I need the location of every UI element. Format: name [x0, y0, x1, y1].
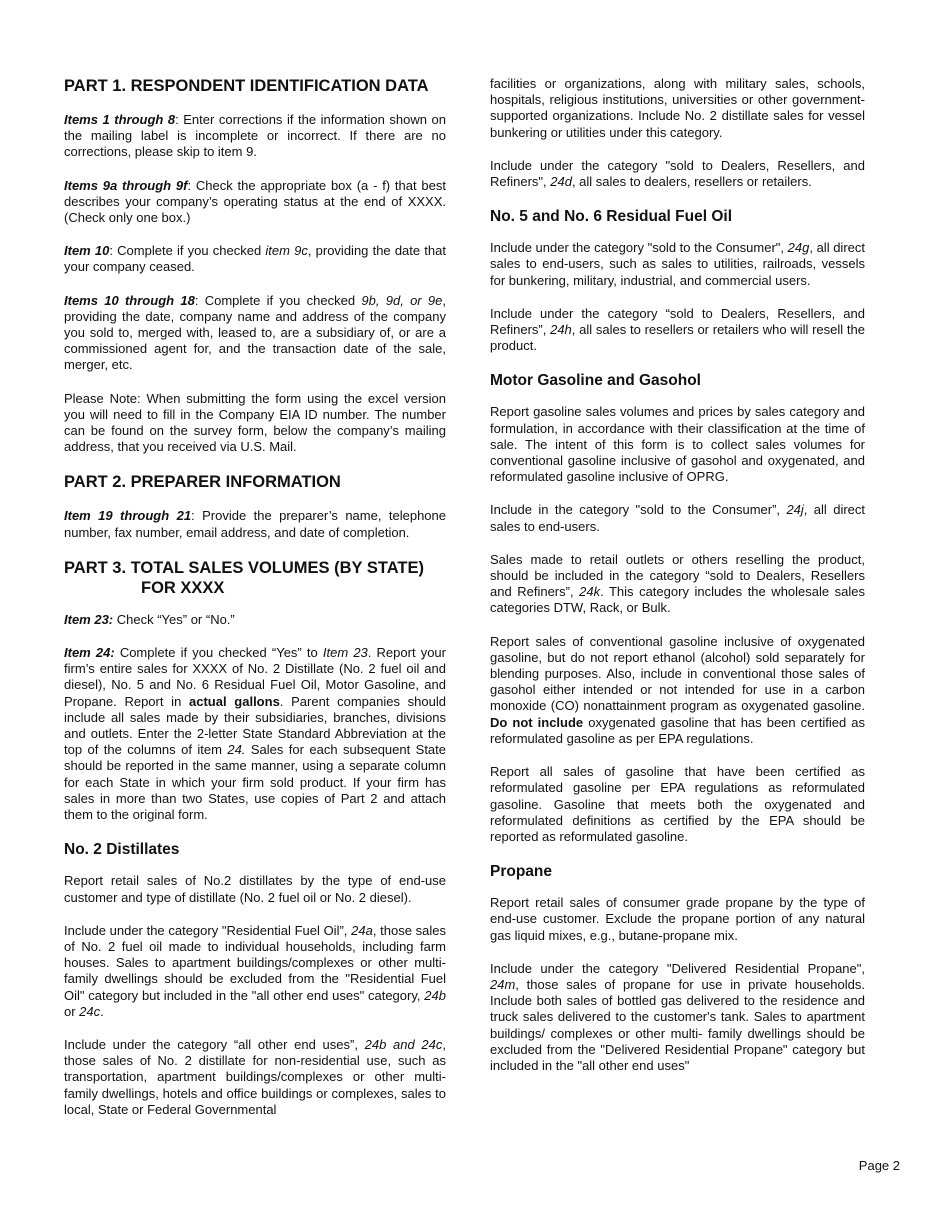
paragraph: Report sales of conventional gasoline inclusive of oxygenated gasoline, but do not report ethanol (alcohol) sold separately for blending purposes. Also, include in conventional those sales of gasohol either intended or not intended for use in a carbon monoxide (CO) nonattainment program as oxygenated gasoline. Do not include oxygenated gasoline that has been certified as reformulated gasoline as per EPA regulations.: [490, 633, 865, 746]
paragraph: Include under the category “sold to Dealers, Resellers, and Refiners”, 24h, all sales to resellers or retailers who will resell the product.: [490, 305, 865, 354]
gasoline-title: Motor Gasoline and Gasohol: [490, 372, 701, 390]
paragraph: Items 1 through 8: Enter corrections if the information shown on the mailing label is incomplete or incorrect. If there are no corrections, please skip to item 9.: [64, 112, 446, 160]
left-column: [64, 74, 446, 1135]
paragraph: Include under the category "Delivered Residential Propane", 24m, those sales of propane for use in private households. Include both sales of bottled gas delivered to the residence and truck sales delivered to the customer's tank. Sales to apartment buildings/ complexes or other multi- family dwellings should be excluded from the "Delivered Residential Propane" category but included in the "all other end uses": [490, 960, 865, 1073]
part2-title: PART 2. PREPARER INFORMATION: [64, 473, 341, 492]
paragraph: Item 19 through 21: Provide the preparer’s name, telephone number, fax number, email address, and date of completion.: [64, 508, 446, 540]
paragraph: Include under the category "Residential Fuel Oil”, 24a, those sales of No. 2 fuel oil made to individual households, including farm houses. Sales to apartment buildings/complexes or other multi-family dwellings should be excluded from the "Residential Fuel Oil" category but included in the "all other end uses" category, 24b or 24c.: [64, 922, 446, 1019]
residual-title: No. 5 and No. 6 Residual Fuel Oil: [490, 208, 733, 226]
part3-title: PART 3. TOTAL SALES VOLUMES (BY STATE) FOR XXXX: [64, 558, 424, 597]
paragraph: Report retail sales of No.2 distillates by the type of end-use customer and type of distillate (No. 2 fuel oil or No. 2 diesel).: [64, 873, 446, 905]
distillates-title: No. 2 Distillates: [64, 841, 180, 859]
paragraph: Include under the category “all other end uses”, 24b and 24c, those sales of No. 2 distillate for non-residential use, such as transportation, apartment buildings/complexes or other multi-family dwellings, hotels and office buildings or complexes, sales to local, State or Federal Governmental: [64, 1036, 446, 1117]
paragraph: Report all sales of gasoline that have been certified as reformulated gasoline per EPA regulations as reformulated gasoline. Gasoline that meets both the oxygenated and reformulated definitions as certified by the EPA should be reported as reformulated gasoline.: [490, 764, 865, 844]
paragraph: Report retail sales of consumer grade propane by the type of end-use customer. Exclude the propane portion of any natural gas liquid mixes, e.g., butane-propane mix.: [490, 895, 865, 943]
please-note: Please Note: When submitting the form using the excel version you will need to fill in the Company EIA ID number. The number can be found on the survey form, below the company’s mailing address, that you received via U.S. Mail.: [64, 390, 446, 455]
paragraph: Items 9a through 9f: Check the appropriate box (a - f) that best describes your company’s operating status at the end of XXXX. (Check only one box.): [64, 177, 446, 226]
propane-title: Propane: [490, 863, 553, 881]
paragraph: Include in the category "sold to the Consumer”, 24j, all direct sales to end-users.: [490, 502, 865, 534]
part1-title: PART 1. RESPONDENT IDENTIFICATION DATA: [64, 77, 429, 95]
right-column: [490, 76, 865, 1091]
paragraph: facilities or organizations, along with military sales, schools, hospitals, religious institutions, universities or other government- supported organizations. Include No. 2 distillate sales for vessel bunkering or utilities under this category.: [490, 76, 865, 140]
paragraph: Items 10 through 18: Complete if you checked 9b, 9d, or 9e, providing the date, company name and address of the company you sold to, merged with, leased to, are a subsidiary of, or are a commissioned agent for, and the transaction date of the sale, merger, etc.: [64, 292, 447, 373]
paragraph: Report gasoline sales volumes and prices by sales category and formulation, in accordance with their classification at the time of sale. The intent of this form is to collect sales volumes for conventional gasoline inclusive of gasohol and oxygenated, and reformulated gasoline inclusive of OPRG.: [490, 404, 865, 485]
page-number: Page 2: [858, 1158, 900, 1173]
paragraph: Item 10: Complete if you checked item 9c, providing the date that your company ceased.: [64, 243, 446, 275]
paragraph: Include under the category "sold to Dealers, Resellers, and Refiners", 24d, all sales to dealers, resellers or retailers.: [490, 157, 865, 190]
paragraph: Sales made to retail outlets or others reselling the product, should be included in the category “sold to Dealers, Resellers and Refiners”, 24k. This category includes the wholesale sales categories DTW, Rack, or Bulk.: [490, 551, 865, 616]
paragraph: Item 24: Complete if you checked “Yes” to Item 23. Report your firm’s entire sales for XXXX of No. 2 Distillate (No. 2 fuel oil and diesel), No. 5 and No. 6 Residual Fuel Oil, Motor Gasoline, and Propane. Report in actual gallons. Parent companies should include all sales made by their subsidiaries, branches, divisions and outlets. Enter the 2-letter State Standard Abbreviation at the top of the columns of item 24. Sales for each subsequent State should be reported in the same manner, using a separate column for each State in which your firm sold product. If your firm has sales in more than two States, use copies of Part 2 and attach them to the original form.: [64, 645, 446, 823]
paragraph: Item 23: Check “Yes” or “No.”: [64, 611, 235, 627]
paragraph: Include under the category "sold to the Consumer", 24g, all direct sales to end-users, such as sales to utilities, railroads, vessels for bunkering, military, industrial, and commercial users.: [490, 240, 865, 288]
